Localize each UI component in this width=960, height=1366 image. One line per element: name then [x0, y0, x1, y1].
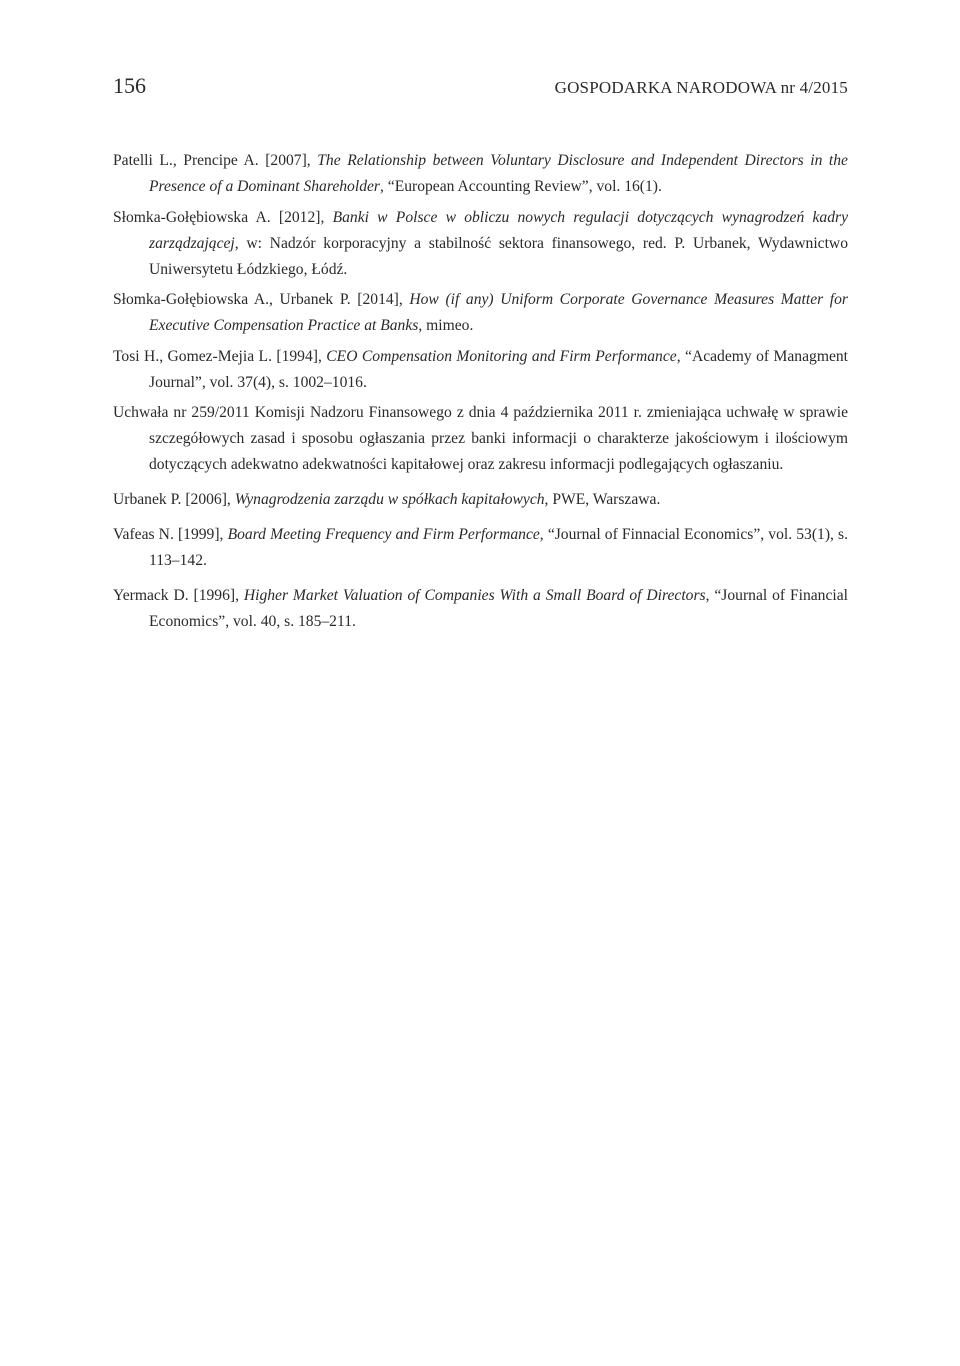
reference-authors: Uchwała nr 259/2011 Komisji Nadzoru Finansowego z dnia 4 października 2011 r. zmieniająca uchwałę w sprawie szczegółowych zasad i sposobu ogłaszania przez banki informacji o charakterze jakościowym i ilościowym dotyczących adekwatno adekwatności kapitałowej oraz zakresu informacji podlegających ogłaszaniu.	[113, 404, 848, 473]
reference-title: Wynagrodzenia zarządu w spółkach kapitałowych	[234, 491, 545, 508]
reference-authors: Yermack D. [1996],	[113, 587, 244, 604]
reference-authors: Tosi H., Gomez-Mejia L. [1994],	[113, 347, 327, 365]
reference-details: , w: Nadzór korporacyjny a stabilność sektora finansowego, red. P. Urbanek, Wydawnictwo Uniwersytetu Łódzkiego, Łódź.	[149, 234, 848, 278]
page-number: 156	[113, 73, 146, 98]
reference-title: How (if any) Uniform Corporate Governance Measures Matter for Executive Compensation Practice at Banks	[149, 291, 848, 334]
reference-title: The Relationship between Voluntary Disclosure and Independent Directors in the Presence of a Dominant Shareholder	[149, 152, 848, 195]
reference-details: , “European Accounting Review”, vol. 16(1).	[379, 178, 662, 195]
reference-details: , “Journal of Financial Economics”, vol. 40, s. 185–211.	[149, 587, 848, 630]
reference-item	[113, 487, 848, 513]
running-header	[113, 71, 848, 101]
reference-title: Board Meeting Frequency and Firm Performance	[227, 526, 540, 543]
reference-item	[113, 148, 848, 200]
reference-authors: Słomka-Gołębiowska A., Urbanek P. [2014],	[113, 291, 410, 308]
reference-authors: Vafeas N. [1999],	[113, 526, 228, 543]
reference-item	[113, 583, 848, 635]
journal-title: GOSPODARKA NARODOWA nr 4/2015	[554, 78, 848, 97]
reference-list	[113, 148, 848, 640]
reference-title: Banki w Polsce w obliczu nowych regulacji dotyczących wynagrodzeń kadry zarządzającej	[149, 208, 848, 252]
reference-authors: Urbanek P. [2006],	[113, 491, 235, 508]
reference-authors: Słomka-Gołębiowska A. [2012],	[113, 208, 333, 226]
reference-item	[113, 522, 848, 574]
reference-authors: Patelli L., Prencipe A. [2007],	[113, 152, 318, 169]
reference-details: , “Academy of Managment Journal”, vol. 37(4), s. 1002–1016.	[149, 347, 848, 391]
reference-details: , mimeo.	[418, 317, 474, 334]
reference-details: , PWE, Warszawa.	[544, 491, 661, 508]
reference-details: , “Journal of Finnacial Economics”, vol. 53(1), s. 113–142.	[149, 526, 848, 569]
reference-title: Higher Market Valuation of Companies With a Small Board of Directors	[243, 587, 706, 604]
reference-item	[113, 400, 848, 478]
reference-item	[113, 287, 848, 339]
reference-item	[113, 205, 848, 283]
reference-title: CEO Compensation Monitoring and Firm Performance	[326, 347, 677, 365]
reference-item	[113, 344, 848, 396]
